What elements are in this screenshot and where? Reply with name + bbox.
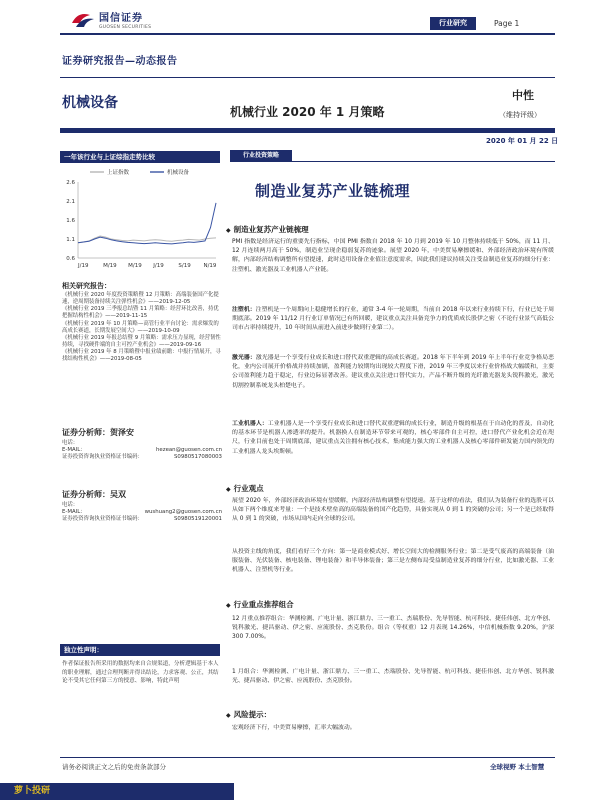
independence-title: 独立性声明： xyxy=(60,644,220,656)
related-reports-title: 相关研究报告： xyxy=(62,282,111,290)
paragraph: 1 月组合：华测检测、广电计量、浙江鼎力、三一重工、杰瑞股份、先导智能、杭可科技、捷佳伟创、北方华创、锐科激光、捷昌驱动、伊之密、应流股份、杰克股份。 xyxy=(232,669,554,685)
section-heading: ◆ 制造业复苏产业链梳理 xyxy=(226,225,309,235)
analyst-email-label: E-MAIL： xyxy=(62,509,86,516)
paragraph: 宏观经济下行，中美贸易摩擦，汇率大幅波动。 xyxy=(232,725,356,731)
paragraph xyxy=(232,306,554,334)
related-report-item: 《机械行业 2019 年 10 月策略—高管行业平台讨论：需求爆发的高成长赛道，长期发展空间大》——2019-10-09 xyxy=(62,320,219,334)
report-date: 2020 年 01 月 22 日 xyxy=(486,137,559,145)
y-tick-label: 1.1 xyxy=(66,237,75,243)
series-line xyxy=(78,203,216,244)
section-heading: ◆ 风险提示： xyxy=(226,710,271,720)
header-divider xyxy=(60,33,555,35)
analyst-title: 证券分析师： xyxy=(62,428,110,437)
main-title: 制造业复苏产业链梳理 xyxy=(255,182,411,200)
y-tick-label: 2.1 xyxy=(66,199,75,205)
section-heading: ◆ 行业重点推荐组合 xyxy=(226,600,294,610)
report-type: 证券研究报告—动态报告 xyxy=(62,56,178,67)
footer-slogan: 全球视野 本土智慧 xyxy=(490,763,545,771)
section-tag: 行业投资策略 xyxy=(230,150,292,161)
y-tick-label: 0.6 xyxy=(66,256,75,262)
watermark: 萝卜投研 xyxy=(0,783,234,800)
page-number: Page 1 xyxy=(494,19,520,28)
x-tick-label: N/19 xyxy=(203,263,217,269)
analyst-email[interactable]: hezean@guosen.com.cn xyxy=(156,447,222,454)
report-title: 机械行业 2020 年 1 月策略 xyxy=(230,105,385,119)
paragraph-lead: 工业机器人： xyxy=(232,421,268,427)
analyst-cert: S0980519120001 xyxy=(173,516,222,523)
paragraph-lead: 注塑机： xyxy=(232,307,256,313)
section-heading: ◆ 行业观点 xyxy=(226,484,264,494)
paragraph-body: 工业机器人是一个享受行业成长和进口替代双重逻辑的成长行业，制造升级的根基在于自动化的普及，自动化的基本环节是机器人渗透率的提升。机器换人在制造环节带来可观的，核心零部件自主可控，进口替代产业化机会近在咫尺，行业目前也处于周期底部，建议重点关注拥有核心技术，集成能力强大的工业机器人及核心零部件研发能力国内领先的工业机器人龙头埃斯顿。 xyxy=(232,421,555,455)
y-tick-label: 2.6 xyxy=(66,180,75,186)
analyst-name: 贺泽安 xyxy=(110,428,134,437)
analyst-email[interactable]: wushuang2@guosen.com.cn xyxy=(144,509,222,516)
x-tick-label: J/19 xyxy=(153,263,164,269)
related-reports-list xyxy=(62,292,222,363)
analyst-phone: 电话： xyxy=(62,439,79,446)
analyst-phone: 电话： xyxy=(62,501,79,508)
y-tick-label: 1.6 xyxy=(66,218,75,224)
paragraph-body: 注塑机是一个周期向上稳健增长的行业，通常 3-4 年一轮周期，当前自 2018 年以来行业持续下行，行业已处于周期底部。2019 年 11/12 月行业订单情况已有所回暖，建议重点关注具备竞争力的优质成长股伊之密（不论行业景气高低公司市占率持续提升，10 年时间从前进入前进步做到行业第二）。 xyxy=(232,307,555,332)
analyst-cert: S0980517080003 xyxy=(173,454,222,461)
related-report-item: 《机械行业 2019 年报总结暨 9 月策略：需求压力显现，经营韧性持续，寻找硬件端的自主可控产业机会》——2019-09-16 xyxy=(62,334,221,348)
header-tag: 行业研究 xyxy=(430,17,476,30)
analyst-title: 证券分析师： xyxy=(62,490,110,499)
industry-index-chart xyxy=(60,166,222,274)
analyst-card xyxy=(62,490,222,524)
logo-icon xyxy=(70,9,96,31)
analyst-cert-label: 证券投资咨询执业资格证书编码： xyxy=(62,454,143,461)
rating-note: （维持评级） xyxy=(499,111,541,119)
divider xyxy=(60,77,555,78)
paragraph xyxy=(232,354,554,391)
related-report-item: 《机械行业 2019 年 8 月策略暨中报业绩前瞻：中报行情展开，寻找结构性机会》——2019-08-05 xyxy=(62,349,221,363)
x-tick-label: J/19 xyxy=(78,263,89,269)
legend-label: 机械设备 xyxy=(167,170,190,176)
analyst-name: 吴双 xyxy=(110,490,126,499)
logo-text: 国信证券 xyxy=(99,13,143,24)
paragraph: PMI 指数是经济运行的重要先行指标，中国 PMI 指数自 2018 年 10 月到 2019 年 10 月整体持续低于 50%，而 11 月、12 月连续两月高于 50%，制造业呈现企稳弱复苏的迹象。展望 2020 年，中美贸易摩擦缓和、外部经济政治环境有所缓解，内部经济结构调整所有望提速，此时适用设备企业值注意度需求，因此我们建议持续关注受益制造业复苏的细分行业：注塑机、激光器及工业机器人产业链。 xyxy=(232,239,554,273)
legend-label: 上证指数 xyxy=(107,170,130,176)
title-divider xyxy=(60,128,555,133)
x-tick-label: S/19 xyxy=(178,263,191,269)
x-tick-label: M/19 xyxy=(103,263,117,269)
paragraph: 12 月重点推荐组合：华测检测、广电计量、浙江鼎力、三一重工、杰瑞股份、先导智能、杭可科技、捷佳伟创、北方华创、锐科激光、捷昌驱动、伊之密、应流股份、杰克股份。组合（等权重）12 月表现 14.26%，中信机械指数 9.20%，沪深 300 7.00%。 xyxy=(232,616,554,641)
related-report-item: 《机械行业 2020 年度投资策略暨 12 月策略：高端装备国产化提速，逆周期装备持续关注弹性机会》——2019-12-05 xyxy=(62,292,219,306)
logo-subtext: GUOSEN SECURITIES xyxy=(99,25,152,30)
paragraph-body: 激光器是一个享受行业成长和进口替代双重逻辑的高成长赛道。2018 年下半年到 2019 年上半年行业竞争格局恶化，业内公司展开价格战并持续加剧，盈利能力较期均出现较大程度下滑，2019 年三季度以来行业价格战大幅缓和，主要公司盈利能力趋于稳定，行业边际显著改善。建议重点关注进口替代实力，产品不断升级的光纤激光器龙头锐科激光，激光切割控制系统龙头柏楚电子。 xyxy=(232,355,554,389)
industry-name: 机械设备 xyxy=(62,95,118,111)
footer-disclaimer: 请务必阅读正文之后的免责条款部分 xyxy=(62,763,166,771)
paragraph xyxy=(232,420,554,457)
independence-statement: 作者保证报告所采用的数据均来自合规渠道，分析逻辑基于本人的职业理解，通过合理判断并得出结论，力求客观、公正，其结论不受其它任何第三方的授意、影响，特此声明 xyxy=(62,661,219,685)
paragraph: 展望 2020 年，外部经济政治环境有望缓解，内部经济结构调整有望提速。基于这样的看法，我们认为装备行业的选股可以从如下两个维度来考量：一个是技术壁垒高的高端装备的国产化趋势，具备实现从 0 到 1 的突破的公司；另一个是已经取得从 0 到 1 的突破，市场从国内走向全球的公司。 xyxy=(232,498,554,523)
analyst-card xyxy=(62,428,222,462)
x-tick-label: M/19 xyxy=(128,263,142,269)
paragraph-lead: 激光器： xyxy=(232,355,256,361)
footer-divider xyxy=(60,757,555,758)
analyst-email-label: E-MAIL： xyxy=(62,447,86,454)
rating: 中性 xyxy=(512,89,534,102)
chart-section-title: 一年该行业与上证综指走势比较 xyxy=(60,151,220,163)
related-report-item: 《机械行业 2019 三季报总结暨 11 月策略：经营环比改善，持优把握结构性机会》——2019-11-15 xyxy=(62,306,219,320)
section-divider xyxy=(230,161,555,162)
paragraph: 从投资主线的角度，我们看好三个方向：第一是商业模式好、增长空间大的检测服务行业；第二是受气废高的高端装备（油服装备、光伏装备、核电装备、锂电装备）和半导体装备；第三是左侧布局受益制造业复苏的细分行业，比如激光器、工业机器人、注塑机等行业。 xyxy=(232,549,554,574)
analyst-cert-label: 证券投资咨询执业资格证书编码： xyxy=(62,516,143,523)
